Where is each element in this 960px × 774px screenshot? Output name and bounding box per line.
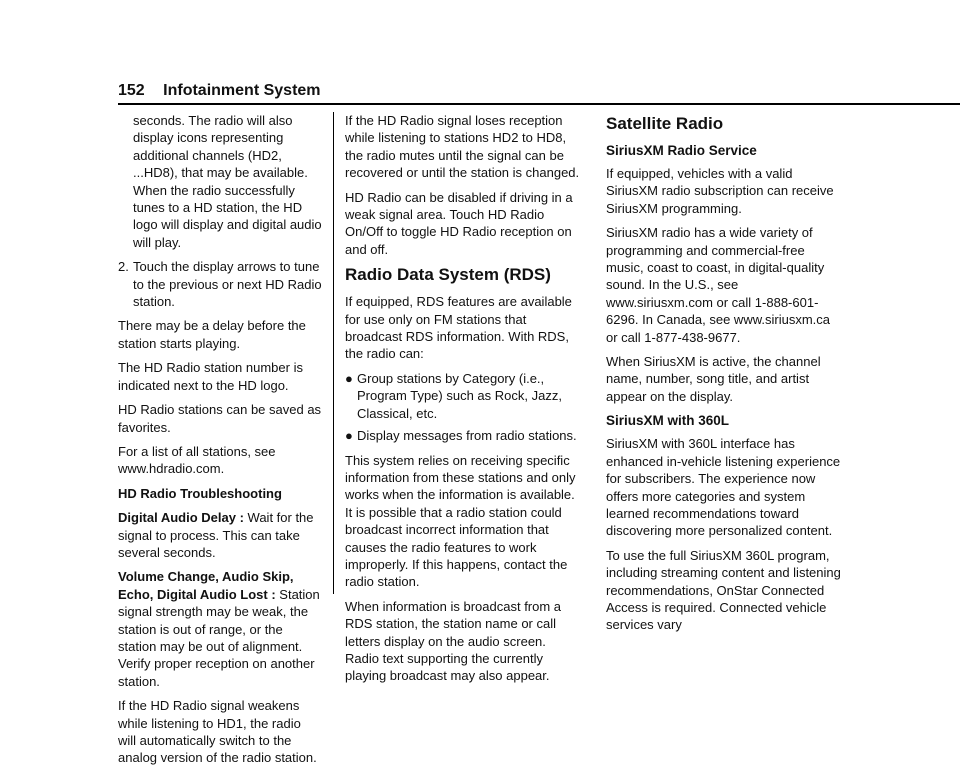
delay-text: Wait for the signal to process. This can take several seconds. [118, 510, 314, 560]
step-2 [118, 258, 322, 310]
paragraph: If the HD Radio signal loses reception while listening to stations HD2 to HD8, the radio mutes until the signal can be recovered or until the station is changed. [345, 113, 580, 181]
list-item-text: Display messages from radio stations. [357, 428, 577, 444]
paragraph: When SiriusXM is active, the channel name, number, song title, and artist appear on the display. [606, 354, 821, 404]
delay-entry [118, 509, 322, 561]
paragraph: To use the full SiriusXM 360L program, including streaming content and listening recommendations, OnStar Connected Access is required. Connected vehicle services vary [606, 547, 841, 633]
column-divider [333, 112, 334, 594]
paragraph: If equipped, RDS features are available for use only on FM stations that broadcast RDS information. With RDS, the radio can: [345, 294, 572, 362]
step-2-text: Touch the display arrows to tune to the previous or next HD Radio station. [133, 259, 322, 310]
paragraph: If the HD Radio signal weakens while listening to HD1, the radio will automatically switch to the analog version of the radio station. [118, 698, 317, 766]
page-header [118, 82, 321, 100]
section-title: Infotainment System [163, 82, 321, 99]
bullet-icon: ● [345, 428, 353, 444]
troubleshooting-heading: HD Radio Troubleshooting [118, 485, 282, 501]
paragraph: The HD Radio station number is indicated next to the HD logo. [118, 360, 303, 393]
siriusxm-service-heading: SiriusXM Radio Service [606, 143, 757, 158]
header-rule [118, 103, 960, 105]
list-item-text: Group stations by Category (i.e., Program Type) such as Rock, Jazz, Classical, etc. [357, 370, 562, 421]
volume-text: Station signal strength may be weak, the station is out of range, or the station may be out of alignment. Verify proper reception on another station. [118, 586, 320, 689]
paragraph: When information is broadcast from a RDS station, the station name or call letters display on the audio screen. Radio text supporting the currently playing broadcast may also appear. [345, 598, 562, 684]
paragraph: HD Radio can be disabled if driving in a weak signal area. Touch HD Radio On/Off to toggle HD Radio reception on and off. [345, 189, 573, 257]
satellite-radio-heading: Satellite Radio [606, 114, 724, 133]
volume-entry [118, 568, 322, 690]
siriusxm-360l-heading: SiriusXM with 360L [606, 413, 730, 429]
bullet-icon: ● [345, 370, 353, 386]
paragraph: SiriusXM radio has a wide variety of programming and commercial-free music, coast to coast, in digital-quality sound. In the U.S., see www.siriusxm.com or call 1-888-601-6296. In Canada, see www.siriusxm.ca or call 1-877-438-9677. [606, 225, 830, 345]
paragraph: For a list of all stations, see www.hdradio.com. [118, 443, 276, 477]
paragraph: If equipped, vehicles with a valid SiriusXM radio subscription can receive SiriusXM programming. [606, 166, 834, 216]
step-2-number: 2. [118, 259, 129, 275]
volume-term: Volume Change, Audio Skip, Echo, Digital Audio Lost : [118, 569, 294, 602]
step-1-continuation: seconds. The radio will also display icons representing additional channels (HD2, ...HD8), that may be available. When the radio successfully tunes to a HD station, the HD logo will display and digital audio will play. [133, 113, 322, 250]
column-1 [118, 112, 322, 774]
paragraph: SiriusXM with 360L interface has enhanced in-vehicle listening experience for subscribers. The experience now offers more categories and system learned recommendations toward discovering more personalized content. [606, 436, 841, 539]
column-2 [345, 112, 583, 692]
rds-feature-list [345, 370, 583, 445]
delay-term: Digital Audio Delay : [118, 510, 244, 526]
paragraph: This system relies on receiving specific information from these stations and only works when the information is available. It is possible that a radio station could broadcast incorrect information that causes the radio features to work improperly. If this happens, contact the radio station. [345, 452, 576, 590]
column-3 [606, 112, 842, 641]
paragraph: There may be a delay before the station starts playing. [118, 318, 306, 351]
list-item [345, 370, 583, 422]
page-number: 152 [118, 82, 145, 99]
list-item [345, 427, 583, 444]
paragraph: HD Radio stations can be saved as favorites. [118, 402, 322, 435]
rds-heading: Radio Data System (RDS) [345, 265, 551, 285]
